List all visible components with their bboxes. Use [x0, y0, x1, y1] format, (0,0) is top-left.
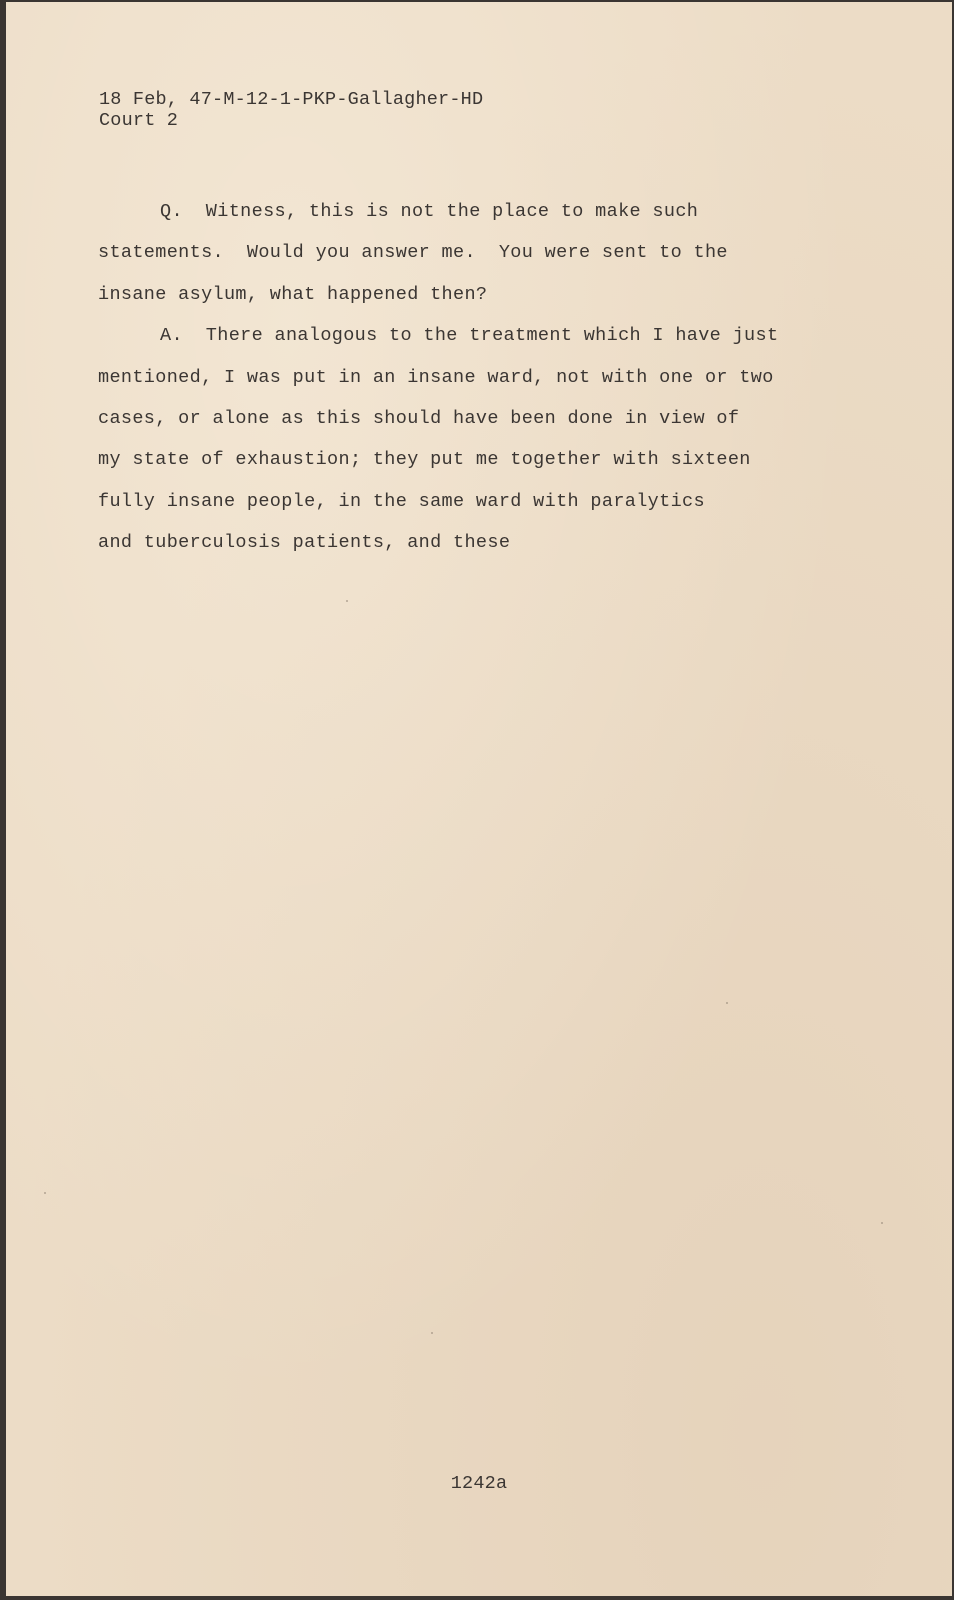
transcript-body	[98, 191, 928, 564]
transcript-line-answer: A. There analogous to the treatment which I have just	[160, 325, 779, 347]
transcript-line: and tuberculosis patients, and these	[98, 532, 511, 554]
paper-speck	[431, 1332, 433, 1334]
paper-speck	[346, 600, 348, 602]
transcript-line: insane asylum, what happened then?	[98, 283, 488, 305]
transcript-line: fully insane people, in the same ward with paralytics	[98, 490, 705, 512]
transcript-line-question: Q. Witness, this is not the place to make such	[160, 201, 699, 222]
header-reference-line: 18 Feb, 47-M-12-1-PKP-Gallagher-HD	[99, 89, 484, 110]
paper-speck	[44, 1192, 46, 1194]
paper-speck	[881, 1222, 883, 1224]
document-header	[99, 89, 483, 131]
transcript-line: statements. Would you answer me. You were sent to the	[98, 242, 728, 264]
document-page	[6, 2, 952, 1596]
transcript-line: my state of exhaustion; they put me together with sixteen	[98, 449, 751, 471]
page-number: 1242a	[450, 1473, 508, 1494]
transcript-line: mentioned, I was put in an insane ward, not with one or two	[98, 366, 774, 388]
transcript-line: cases, or alone as this should have been done in view of	[98, 407, 740, 429]
paper-speck	[726, 1002, 728, 1004]
header-court-line: Court 2	[99, 110, 179, 131]
